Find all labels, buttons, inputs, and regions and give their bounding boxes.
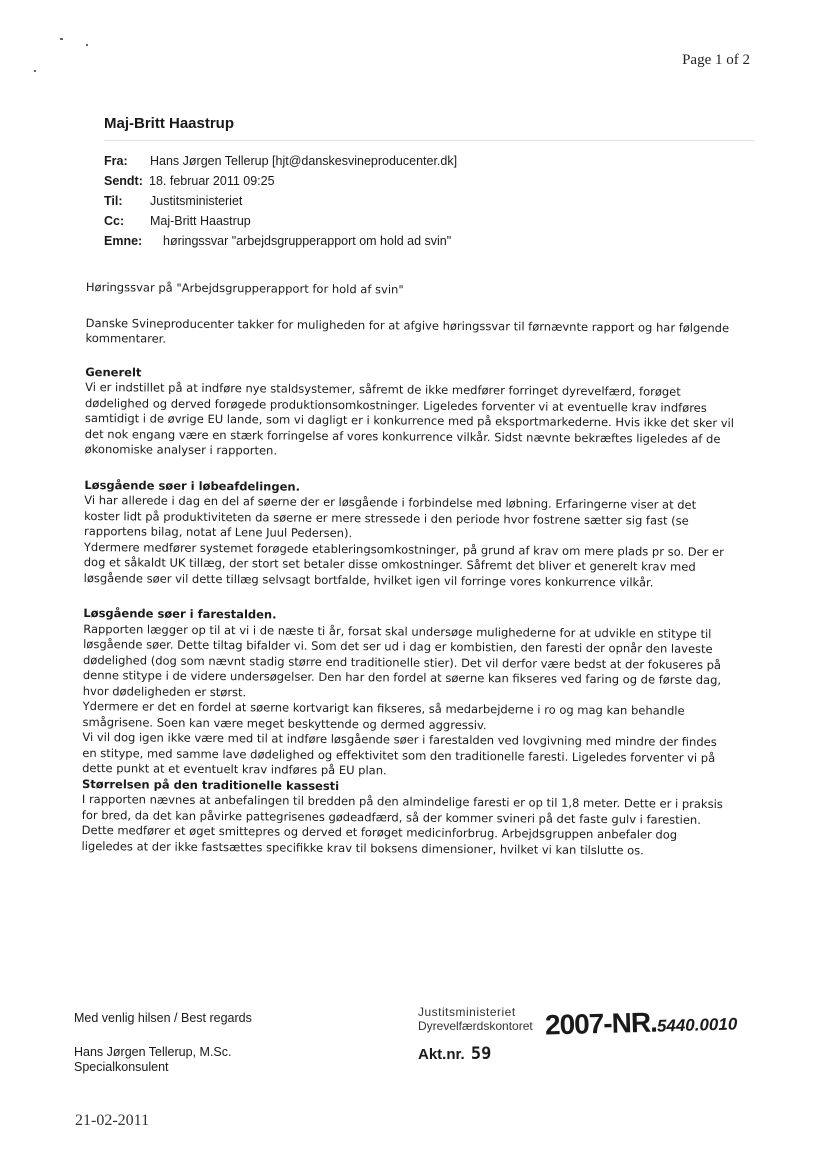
page-number: Page 1 of 2 [682,52,750,68]
paragraph: Vi har allerede i dag en del af søerne der er løsgående i forbindelse med løbning. Erfaringerne viser at det koster lidt på produktiviteten da søerne er mere stressede i den periode hvor fostrene sætter sig fast (se rapportens bilag, notat af Lene Juul Pedersen). [83,492,697,541]
header-cc [104,211,457,231]
header-label: Til: [104,194,123,208]
header-subject [104,231,457,251]
scan-speck [60,38,63,40]
section-heading-farrowing: Løsgående søer i farestalden. [83,605,277,622]
case-number-value: 59 [470,1044,492,1064]
case-number-label: Akt.nr. [418,1046,465,1063]
signer-name: Hans Jørgen Tellerup, M.Sc. [74,1045,232,1059]
journal-prefix: 2007-NR. [544,1006,658,1041]
header-from [104,151,457,171]
header-value: Hans Jørgen Tellerup [hjt@danskesvineproducenter.dk] [150,154,458,168]
journal-number [545,1004,738,1041]
received-date: 21-02-2011 [75,1112,150,1129]
header-value: høringssvar "arbejdsgrupperapport om hold ad svin" [163,234,452,248]
header-value: 18. februar 2011 09:25 [149,174,275,188]
header-label: Fra: [104,154,128,168]
letter-title: Høringssvar på "Arbejdsgrupperapport for hold af svin" [85,280,404,297]
journal-suffix: 5440.0010 [656,1014,738,1036]
section-heading-crate-size: Størrelsen på den traditionelle kassesti [81,776,340,793]
header-divider [104,140,754,141]
section-heading-mating: Løsgående søer i løbeafdelingen. [84,477,301,494]
stamp-office: Dyrevelfærdskontoret [418,1019,533,1033]
paragraph: Vi vil dog igen ikke være med til at indføre løsgående søer i farestalden ved lovgivning med mindre der findes en stitype, med samme lave dødelighed og effektivitet som den traditionelle faresti. Ligeledes forventer vi på dette punkt at et eventuelt krav indføres på EU plan. [82,729,717,778]
header-label: Sendt: [104,174,143,188]
paragraph: Rapporten lægger op til at vi i de næste ti år, forsat skal undersøge mulighederne for at udvikle en stitype til løsgående søer. Dette tiltag bifalder vi. Som det ser ud i dag er kombistien, den faresti der opnår den laveste dødelighed (dog som nævnt stadig større end traditionelle stier). Det vil derfor være bedst at der fokuseres på denne stitype i de videre undersøgelser. Den har den fordel at søerne kan fikseres ved faring og de første dag, hvor dødeligheden er størst. [82,621,722,699]
email-header [104,151,457,251]
paragraph: Ydermere er det en fordel at søerne kortvarigt kan fikseres, så medarbejderne i ro og mag kan behandle smågrisene. Soen kan være meget beskyttende og dermed aggressiv. [82,698,685,732]
paragraph: I rapporten nævnes at anbefalingen til bredden på den almindelige faresti er op til 1,8 meter. Dette er i praksis for bred, da det kan påvirke pattegrisenes gødeadfærd, så der kommer svineri på det faste gulv i farestien. Dette medfører et øget smittepres og derved et forøget medicinforbrug. Arbejdsgruppen anbefaler dog ligeledes at der ikke fastsættes specifikke krav til boksens dimensioner, hvilket vi kan tilslutte os. [81,791,723,857]
paragraph: Vi er indstillet på at indføre nye staldsystemer, såfremt de ikke medfører forringet dyrevelfærd, forøget dødelighed og derved forøgede produktionsomkostninger. Ligeledes forventer vi at eventuelle krav indføres samtidigt i de øvrige EU lande, som vi dagligt er i konkurrence med på eksportmarkederne. Hvis ikke det sker vil det nok engang være en stærk forringelse af vores konkurrence vilkår. Sidst nævnte bekræftes ligeledes af de økonomiske analyser i rapporten. [84,379,735,458]
scan-speck [86,44,88,46]
header-label: Emne: [104,234,143,248]
section-heading-general: Generelt [85,364,142,379]
signer-title: Specialkonsulent [74,1060,169,1074]
paragraph: Ydermere medfører systemet forøgede etableringsomkostninger, på grund af krav om mere plads pr so. Der er dog et såkaldt UK tillæg, der stort set betaler disse omkostninger. Såfremt det bliver et generelt krav med løsgående søer vil dette tillæg selvsagt bortfalde, hvilket igen vil forringe vores konkurrence vilkår. [83,539,724,589]
stamp-ministry: Justitsministeriet [418,1005,516,1019]
header-value: Justitsministeriet [150,194,243,208]
header-label: Cc: [104,214,125,228]
scan-speck [34,70,36,72]
signature-block [74,1045,231,1075]
header-value: Maj-Britt Haastrup [150,214,251,228]
letter-body [81,280,735,859]
case-number [418,1044,491,1064]
sender-name: Maj-Britt Haastrup [104,115,235,132]
header-to [104,191,457,211]
ministry-stamp [418,1005,533,1033]
closing: Med venlig hilsen / Best regards [74,1011,252,1025]
header-sent [104,171,457,191]
letter-intro: Danske Svineproducenter takker for muligheden for at afgive høringssvar til førnævnte rapport og har følgende kommentarer. [85,315,730,346]
